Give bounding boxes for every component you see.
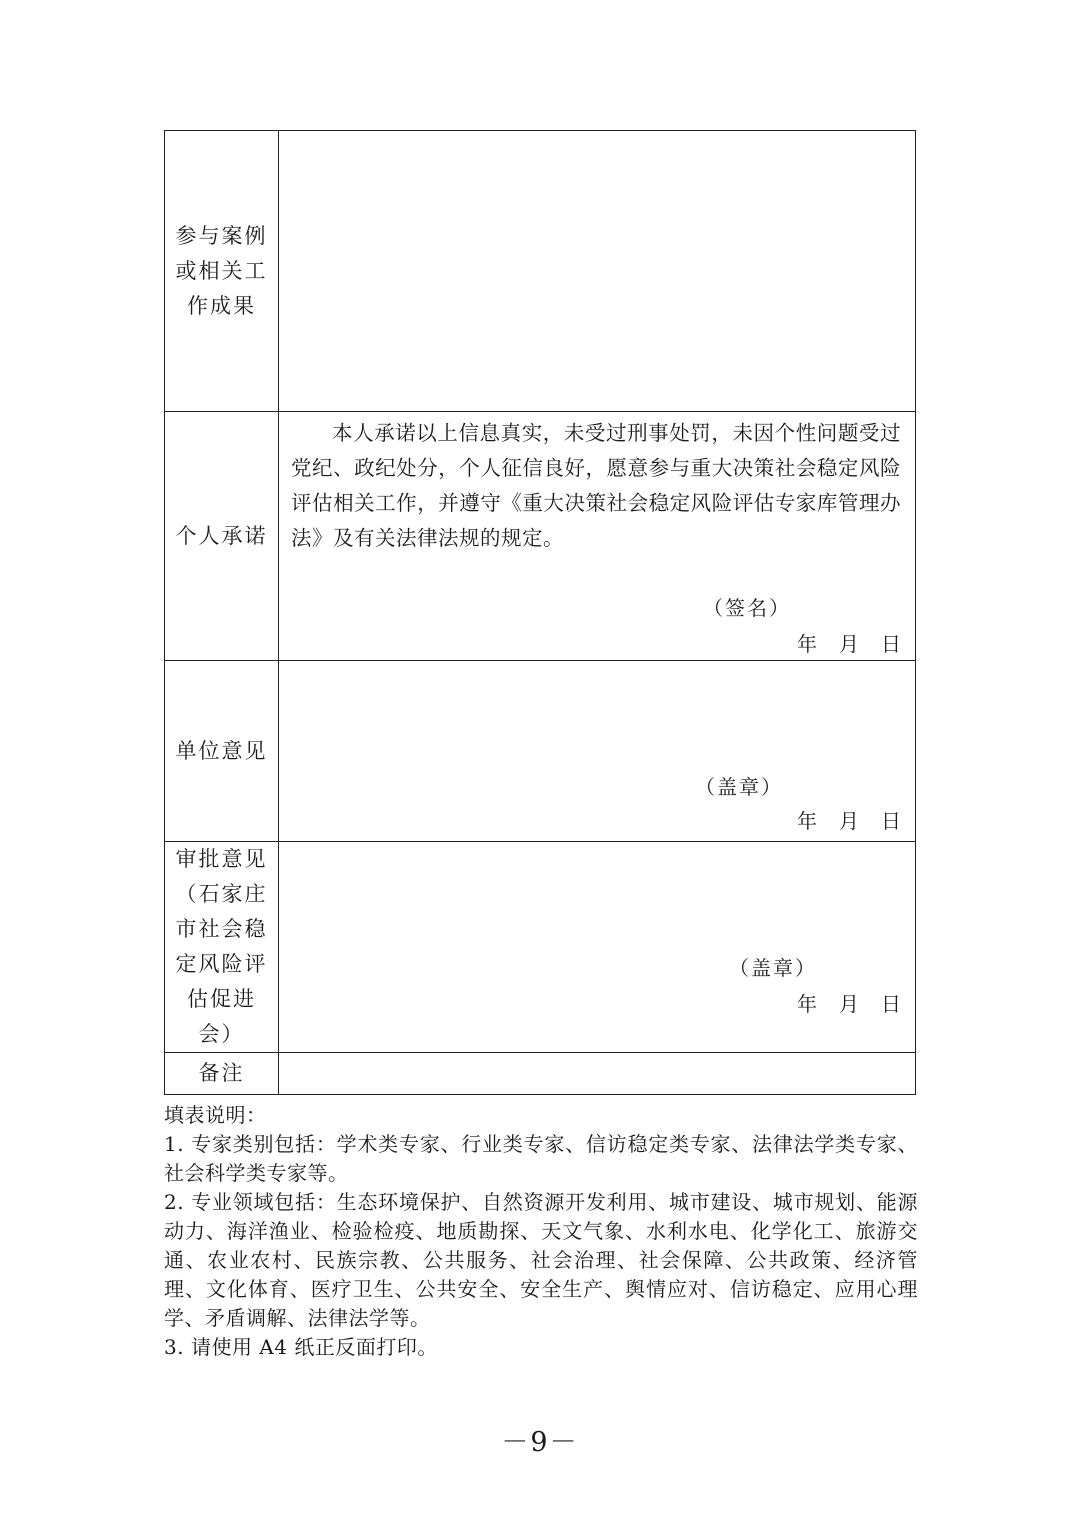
label-pledge: 个人承诺	[165, 412, 279, 661]
row-approval	[165, 842, 916, 1053]
approval-date: 年 月 日	[797, 992, 901, 1016]
instruction-item-2: 2. 专业领域包括：生态环境保护、自然资源开发利用、城市建设、城市规划、能源动力、海洋渔业、检验检疫、地质勘探、天文气象、水利水电、化学化工、旅游交通、农业农村、民族宗教、公共服务、社会治理、社会保障、公共政策、经济管理、文化体育、医疗卫生、公共安全、安全生产、舆情应对、信访稳定、应用心理学、矛盾调解、法律法学等。	[164, 1190, 918, 1330]
label-remarks: 备注	[165, 1053, 279, 1095]
unit-opinion-field[interactable]	[279, 661, 916, 842]
form-instructions	[164, 1101, 918, 1362]
cases-field[interactable]	[279, 131, 916, 412]
unit-date: 年 月 日	[797, 809, 901, 833]
remarks-field[interactable]	[279, 1053, 916, 1095]
approval-field[interactable]	[279, 842, 916, 1053]
label-cases: 参与案例 或相关工 作成果	[165, 131, 279, 412]
pledge-text: 本人承诺以上信息真实，未受过刑事处罚，未因个性问题受过党纪、政纪处分，个人征信良好，愿意参与重大决策社会稳定风险评估相关工作，并遵守《重大决策社会稳定风险评估专家库管理办法》及有关法律法规的规定。	[291, 421, 901, 550]
unit-seal-label: （盖章）	[695, 775, 783, 799]
row-cases	[165, 131, 916, 412]
row-unit-opinion	[165, 661, 916, 842]
instruction-item-1: 1. 专家类别包括：学术类专家、行业类专家、信访稳定类专家、法律法学类专家、社会科学类专家等。	[164, 1132, 918, 1185]
label-approval: 审批意见 （石家庄 市社会稳 定风险评 估促进 会）	[165, 842, 279, 1053]
instructions-title: 填表说明：	[164, 1103, 267, 1127]
pledge-date: 年 月 日	[797, 632, 901, 656]
page-number: －9－	[501, 1427, 579, 1458]
approval-seal-label: （盖章）	[729, 956, 817, 980]
row-pledge	[165, 412, 916, 661]
row-remarks	[165, 1053, 916, 1095]
label-unit-opinion: 单位意见	[165, 661, 279, 842]
signature-label: （签名）	[703, 596, 791, 620]
pledge-cell[interactable]	[279, 412, 916, 661]
application-form-table	[164, 130, 916, 1095]
instruction-item-3: 3. 请使用 A4 纸正反面打印。	[164, 1335, 438, 1359]
